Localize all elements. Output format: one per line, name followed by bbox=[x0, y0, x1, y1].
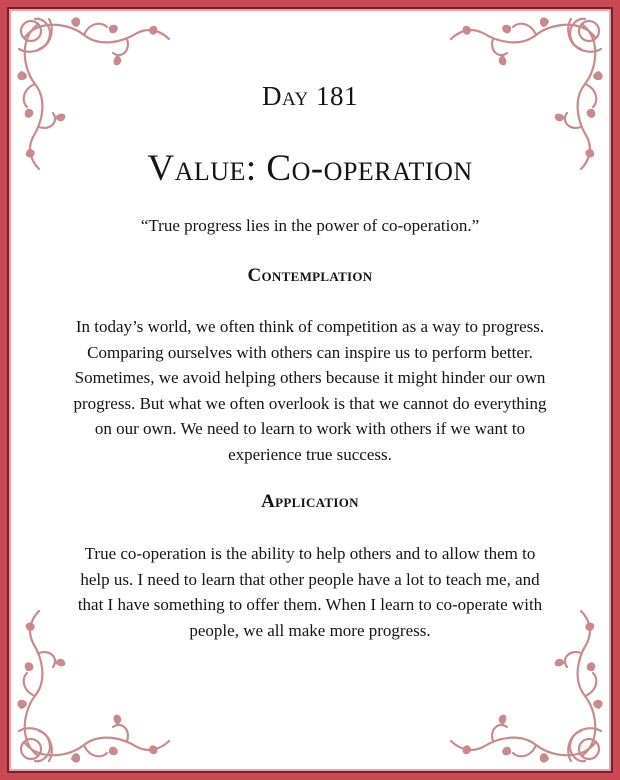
page-title: Value: Co-operation bbox=[147, 148, 473, 189]
section-body-contemplation: In today’s world, we often think of competition as a way to progress. Comparing ourselves with others can inspire us to perform better. Sometimes, we avoid helping others because it might hinder our own progress. But what we often overlook is that we cannot do everything on our own. We need to learn to work with others if we want to experience true success. bbox=[73, 317, 547, 464]
section-heading-application: Application bbox=[261, 491, 359, 512]
section-heading-contemplation: Contemplation bbox=[247, 265, 373, 286]
page-content bbox=[9, 9, 611, 771]
day-number: Day 181 bbox=[262, 81, 358, 111]
quote: “True progress lies in the power of co-operation.” bbox=[140, 216, 480, 235]
section-body-application: True co-operation is the ability to help others and to allow them to help us. I need to learn that other people have a lot to teach me, and that I have something to offer them. When I learn to co-operate with people, we all make more progress. bbox=[77, 544, 543, 640]
page-frame bbox=[7, 7, 613, 773]
